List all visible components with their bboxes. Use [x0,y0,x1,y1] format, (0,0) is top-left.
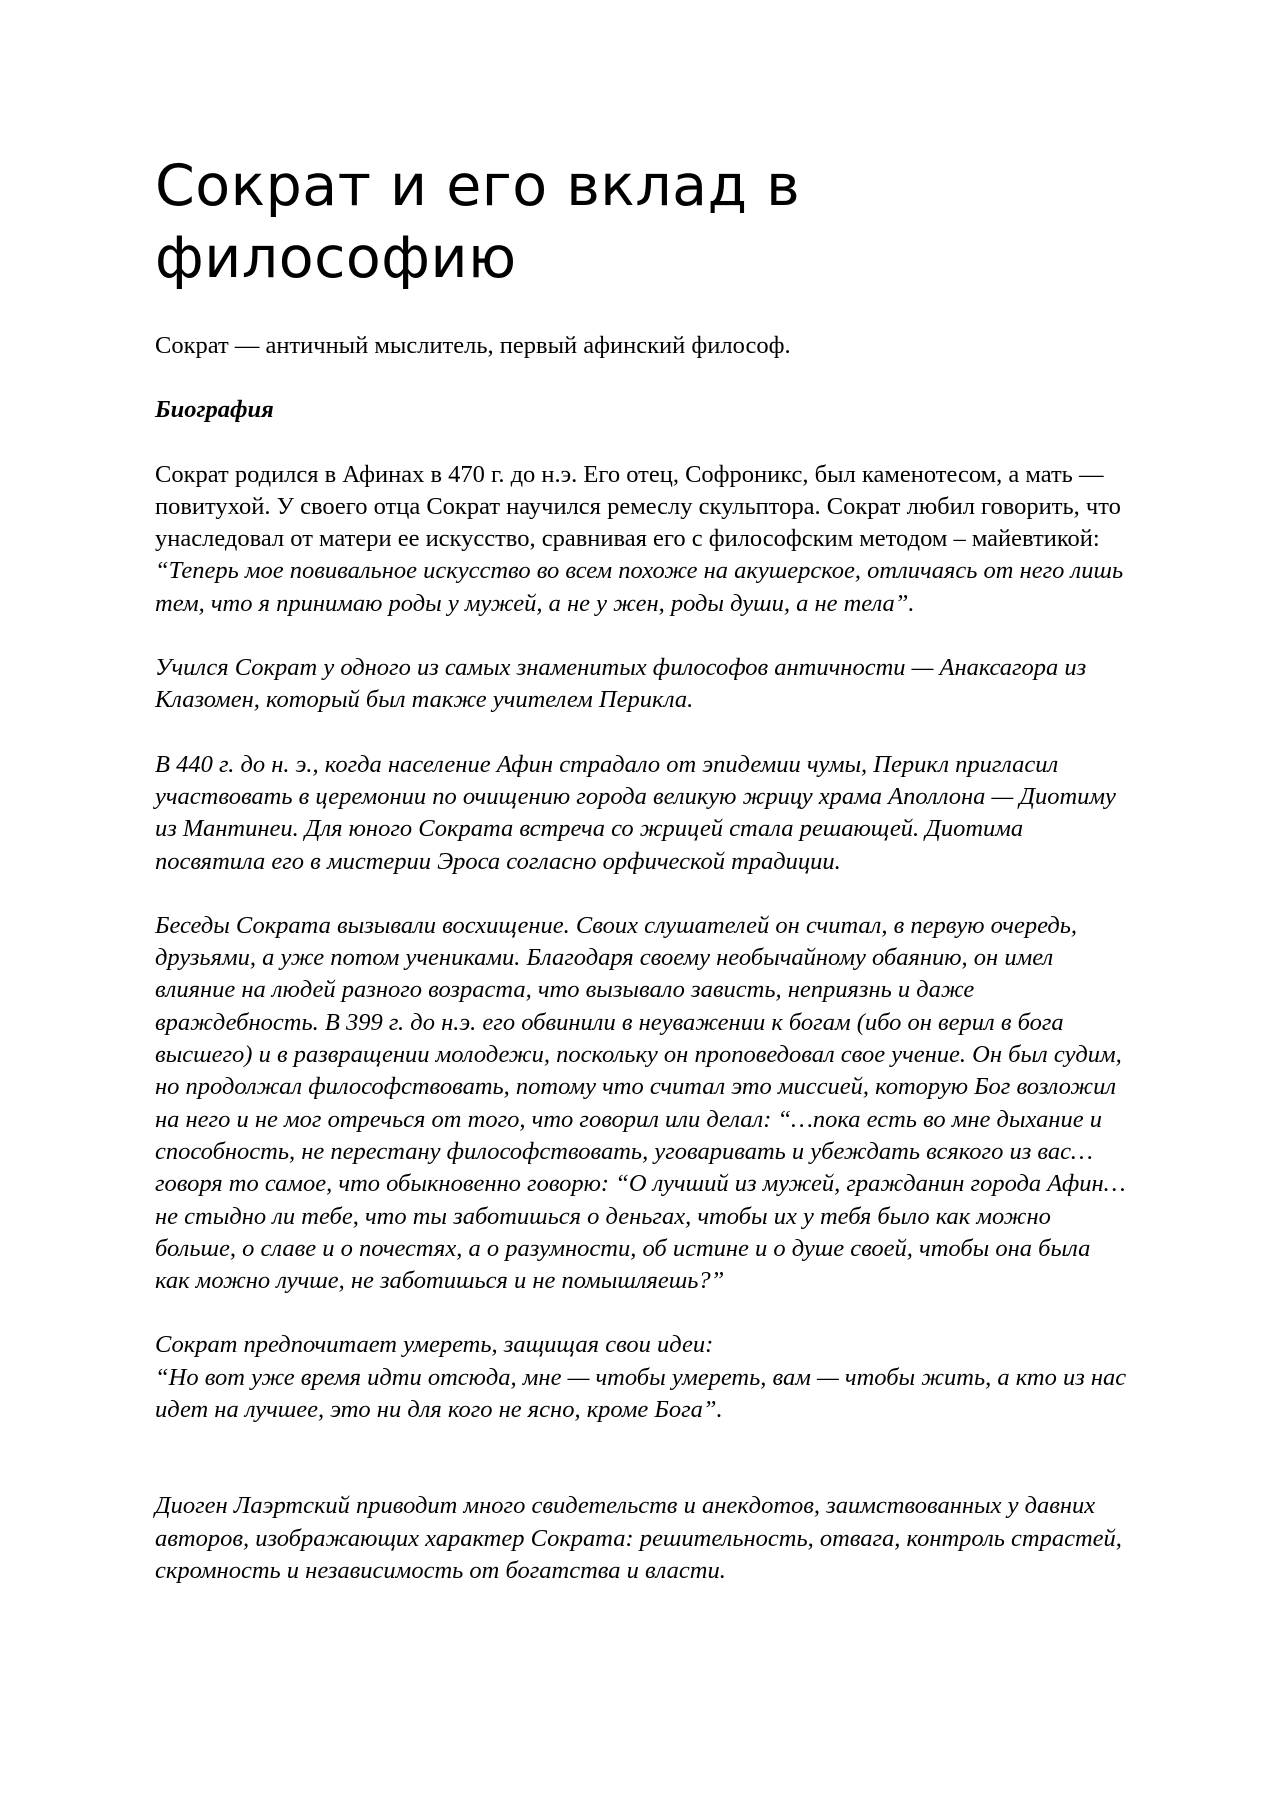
document-page [155,150,1130,1587]
intro-paragraph: Сократ — античный мыслитель, первый афинский философ. [155,332,791,359]
paragraph-birth-text: Сократ родился в Афинах в 470 г. до н.э. Его отец, Софроникс, был каменотесом, а мать — повитухой. У своего отца Сократ научился ремеслу скульптора. Сократ любил говорить, что унаследовал от матери ее искусство, сравнивая его с философским методом – майевтикой: [155,460,1121,553]
section-heading-biography: Биография [155,396,274,424]
death-quote: “Но вот уже время идти отсюда, мне — чтобы умереть, вам — чтобы жить, а кто из нас идет на лучшее, это ни для кого не ясно, кроме Бога”. [155,1363,1127,1424]
maieutics-quote: “Теперь мое повивальное искусство во всем похоже на акушерское, отличаясь от него лишь тем, что я принимаю роды у мужей, а не у жен, роды души, а не тела”. [155,557,1124,617]
paragraph-conversations: Беседы Сократа вызывали восхищение. Своих слушателей он считал, в первую очередь, друзьями, а уже потом учениками. Благодаря своему необычайному обаянию, он имел влияние на людей разного возраста, что вызывало зависть, неприязнь и даже враждебность. В 399 г. до н.э. его обвинили в неуважении к богам (ибо он верил в бога высшего) и в развращении молодежи, поскольку он проповедовал свое учение. Он был судим, но продолжал философствовать, потому что считал это миссией, которую Бог возложил на него и не мог отречься от того, что говорил или делал: “…пока есть во мне дыхание и способность, не перестану философствовать, уговаривать и убеждать всякого из вас… говоря то самое, что обыкновенно говорю: “О лучший из мужей, гражданин города Афин… не стыдно ли тебе, что ты заботишься о деньгах, чтобы их у тебя было как можно больше, о славе и о почестях, а о разумности, об истине и о душе своей, чтобы она была как можно лучше, не заботишься и не помышляешь?” [155,911,1126,1295]
paragraph-birth [155,459,1130,620]
document-title: Сократ и его вклад в философию [155,153,801,291]
paragraph-teacher: Учился Сократ у одного из самых знаменитых философов античности — Анаксагора из Клазомен, который был также учителем Перикла. [155,654,1087,714]
paragraph-diotima: В 440 г. до н. э., когда население Афин страдало от эпидемии чумы, Перикл пригласил участвовать в церемонии по очищению города великую жрицу храма Аполлона — Диотиму из Мантинеи. Для юного Сократа встреча со жрицей стала решающей. Диотима посвятила его в мистерии Эроса согласно орфической традиции. [155,750,1116,875]
paragraph-death-intro: Сократ предпочитает умереть, защищая свои идеи: [155,1331,714,1359]
paragraph-diogenes: Диоген Лаэртский приводит много свидетельств и анекдотов, заимствованных у давних авторов, изображающих характер Сократа: решительность, отвага, контроль страстей, скромность и независимость от богатства и власти. [155,1492,1122,1584]
paragraph-death [155,1329,1130,1426]
